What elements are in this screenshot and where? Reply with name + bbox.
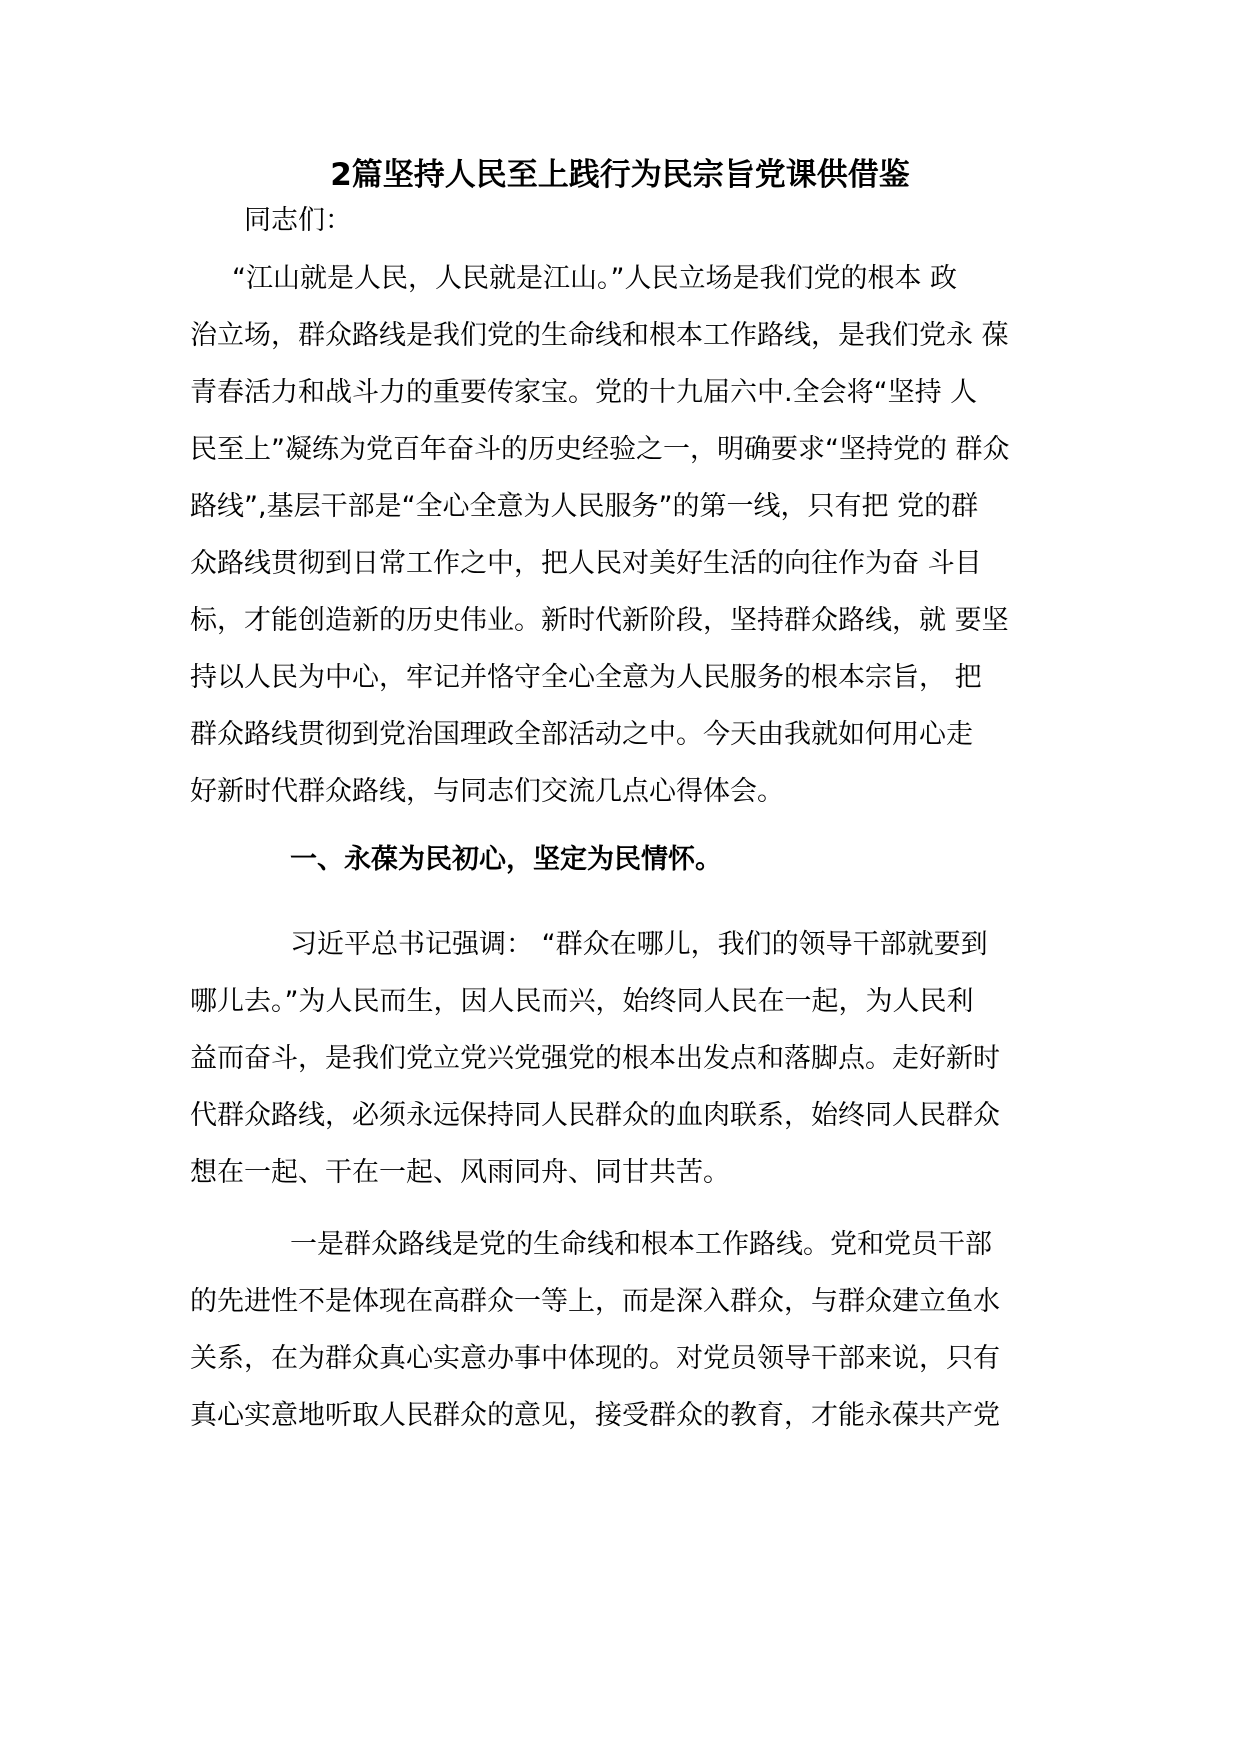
intro-line: 众路线贯彻到日常工作之中，把人民对美好生活的向往作为奋 斗目 [190, 548, 982, 579]
intro-line: 路线”,基层干部是“全心全意为人民服务”的第一线，只有把 党的群 [190, 491, 979, 522]
document-title: 2篇坚持人民至上践行为民宗旨党课供借鉴 [330, 157, 910, 193]
paragraph-line: 一是群众路线是党的生命线和根本工作路线。党和党员干部 [290, 1229, 992, 1260]
paragraph-line: 代群众路线，必须永远保持同人民群众的血肉联系，始终同人民群众 [190, 1100, 1000, 1131]
paragraph-line: 益而奋斗，是我们党立党兴党强党的根本出发点和落脚点。走好新时 [190, 1043, 1000, 1074]
intro-line: 治立场，群众路线是我们党的生命线和根本工作路线，是我们党永 葆 [190, 320, 1009, 351]
intro-line: 好新时代群众路线，与同志们交流几点心得体会。 [190, 776, 784, 807]
paragraph-line: 想在一起、干在一起、风雨同舟、同甘共苦。 [190, 1157, 730, 1188]
section-heading: 一、永葆为民初心，坚定为民情怀。 [290, 844, 722, 875]
paragraph-line: 习近平总书记强调： “群众在哪儿，我们的领导干部就要到 [290, 929, 988, 960]
paragraph-line: 真心实意地听取人民群众的意见，接受群众的教育，才能永葆共产党 [190, 1400, 1000, 1431]
greeting: 同志们： [244, 205, 352, 236]
intro-line: 民至上”凝练为党百年奋斗的历史经验之一，明确要求“坚持党的 群众 [190, 434, 1010, 465]
paragraph-line: 关系，在为群众真心实意办事中体现的。对党员领导干部来说，只有 [190, 1343, 1000, 1374]
paragraph-line: 的先进性不是体现在高群众一等上，而是深入群众，与群众建立鱼水 [190, 1286, 1000, 1317]
intro-line: 标，才能创造新的历史伟业。新时代新阶段，坚持群众路线，就 要坚 [190, 605, 1009, 636]
intro-line: “江山就是人民，人民就是江山。”人民立场是我们党的根本 政 [232, 263, 958, 294]
paragraph-line: 哪儿去。”为人民而生，因人民而兴，始终同人民在一起，为人民利 [190, 986, 974, 1017]
intro-line: 持以人民为中心，牢记并恪守全心全意为人民服务的根本宗旨， 把 [190, 662, 982, 693]
intro-line: 群众路线贯彻到党治国理政全部活动之中。今天由我就如何用心走 [190, 719, 973, 750]
intro-line: 青春活力和战斗力的重要传家宝。党的十九届六中.全会将“坚持 人 [190, 377, 978, 408]
